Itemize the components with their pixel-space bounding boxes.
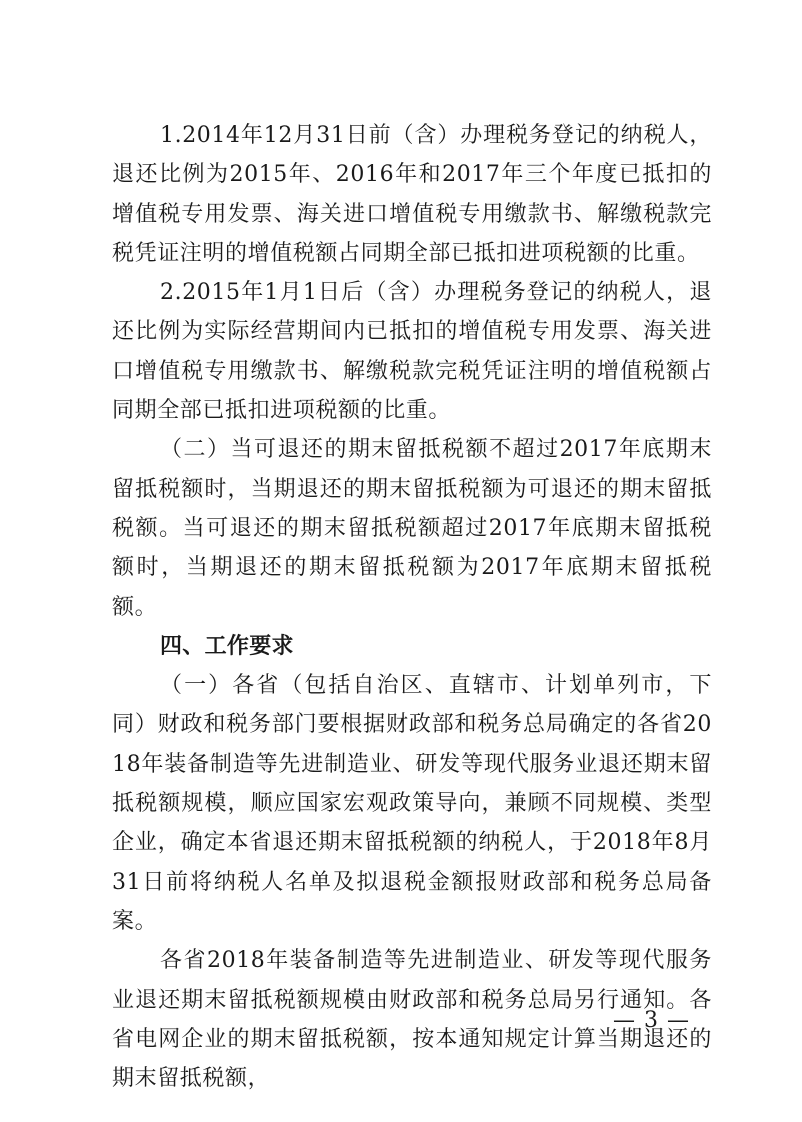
paragraph-refund-ratio-before-2015: 1.2014年12月31日前（含）办理税务登记的纳税人，退还比例为2015年、2016年和2017年三个年度已抵扣的增值税专用发票、海关进口增值税专用缴款书、解缴税款完税凭证注明的增值税额占同期全部已抵扣进项税额的比重。 <box>112 123 712 266</box>
paragraph-provincial-scale: 各省2018年装备制造等先进制造业、研发等现代服务业退还期末留抵税额规模由财政部和税务总局另行通知。各省电网企业的期末留抵税额，按本通知规定计算当期退还的期末留抵税额， <box>112 948 712 1092</box>
paragraph-refund-ratio-after-2015: 2.2015年1月1日后（含）办理税务登记的纳税人，退还比例为实际经营期间内已抵扣的增值税专用发票、海关进口增值税专用缴款书、解缴税款完税凭证注明的增值税额占同期全部已抵扣进项税额的比重。 <box>112 280 712 424</box>
section-heading-work-requirements: 四、工作要求 <box>160 633 294 659</box>
paragraph-refund-cap: （二）当可退还的期末留抵税额不超过2017年底期末留抵税额时，当期退还的期末留抵税额为可退还的期末留抵税额。当可退还的期末留抵税额超过2017年底期末留抵税额时，当期退还的期末留抵税额为2017年底期末留抵税额。 <box>112 437 712 620</box>
page-number: — 3 — <box>613 1008 690 1033</box>
paragraph-provincial-filing: （一）各省（包括自治区、直辖市、计划单列市，下同）财政和税务部门要根据财政部和税务总局确定的各省2018年装备制造等先进制造业、研发等现代服务业退还期末留抵税额规模，顺应国家宏观政策导向，兼顾不同规模、类型企业，确定本省退还期末留抵税额的纳税人，于2018年8月31日前将纳税人名单及拟退税金额报财政部和税务总局备案。 <box>112 673 712 934</box>
body-text <box>112 116 712 1098</box>
